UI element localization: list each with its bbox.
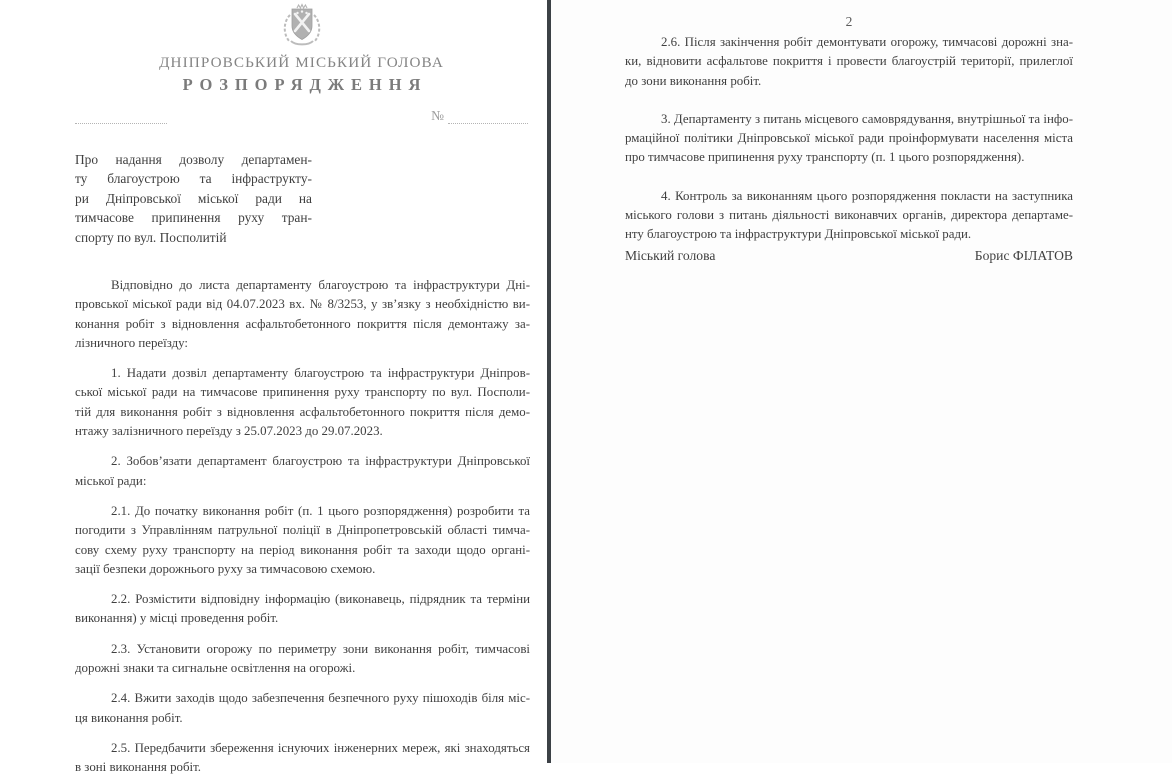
text-line: лізничного переїзду: xyxy=(75,335,189,350)
text-line: ської міської ради на тимчасове припинення руху транспорту по вул. Посполи- xyxy=(75,385,530,400)
text-line: ки, відновити асфальтове покриття і провести благоустрій території, прилеглої xyxy=(625,54,1073,69)
text-line: ри Дніпровської міської ради на xyxy=(75,190,312,206)
paragraph-2 xyxy=(75,452,530,491)
page-1-body xyxy=(75,276,530,778)
date-blank-line xyxy=(75,109,167,124)
text-line: тій для виконання робіт з відновлення асфальтобетонного покриття після демо- xyxy=(75,404,530,419)
paragraph-preamble xyxy=(75,276,530,353)
text-line: до зони виконання робіт. xyxy=(625,73,762,88)
text-line: спорту по вул. Посполитій xyxy=(75,229,227,245)
paragraph-2-5 xyxy=(75,739,530,778)
text-line: нтажу залізничного переїзду з 25.07.2023 до 29.07.2023. xyxy=(75,424,383,439)
text-line: нту благоустрою та інфраструктури Дніпровської міської ради. xyxy=(625,227,972,242)
text-line: в зоні виконання робіт. xyxy=(75,760,201,775)
paragraph-2-3 xyxy=(75,640,530,679)
paragraph-2-2 xyxy=(75,590,530,629)
number-field xyxy=(431,108,528,124)
text-line: 2.4. Вжити заходів щодо забезпечення безпечного руху пішоходів біля міс- xyxy=(111,691,530,706)
page-1 xyxy=(0,0,547,781)
text-line: ту благоустрою та інфраструкту- xyxy=(75,171,312,187)
paragraph-2-1 xyxy=(75,502,530,579)
text-line: ця виконання робіт. xyxy=(75,710,183,725)
text-line: Відповідно до листа департаменту благоустрою та інфраструктури Дні- xyxy=(111,278,530,292)
text-line: тимчасове припинення руху тран- xyxy=(75,210,312,226)
page-1-header xyxy=(75,0,528,95)
page-number: 2 xyxy=(845,14,853,29)
text-line: 2. Зобов’язати департамент благоустрою та інфраструктури Дніпровської xyxy=(111,454,530,469)
text-line: Про надання дозволу департамен- xyxy=(75,152,312,167)
page-2-body xyxy=(625,33,1073,245)
number-label: № xyxy=(431,108,444,123)
dnipro-coat-of-arms-icon xyxy=(273,2,331,48)
text-line: виконання) у місці проведення робіт. xyxy=(75,611,279,626)
text-line: рмаційної політики Дніпровської міської ради проінформувати населення міста xyxy=(625,131,1073,146)
text-line: міського голови з питань діяльності виконавчих органів, директора департаме- xyxy=(625,208,1073,223)
text-line: 2.2. Розмістити відповідну інформацію (виконавець, підрядник та терміни xyxy=(111,592,530,607)
text-line: конання робіт з відновлення асфальтобетонного покриття після демонтажу за- xyxy=(75,316,530,331)
signature-row xyxy=(625,248,1073,264)
text-line: 1. Надати дозвіл департаменту благоустрою та інфраструктури Дніпров- xyxy=(111,366,530,381)
paragraph-2-4 xyxy=(75,689,530,728)
subject-block xyxy=(75,150,312,247)
text-line: 4. Контроль за виконанням цього розпорядження покласти на заступника xyxy=(661,188,1073,203)
signature-position: Міський голова xyxy=(625,248,716,263)
paragraph-3 xyxy=(625,110,1073,168)
reference-row xyxy=(75,108,528,124)
document-type-title: РОЗПОРЯДЖЕННЯ xyxy=(182,75,428,94)
paragraph-4 xyxy=(625,187,1073,245)
text-line: 2.5. Передбачити збереження існуючих інженерних мереж, які знаходяться xyxy=(111,740,530,755)
text-line: погодити з Управлінням патрульної поліції в Дніпропетровській області тимча- xyxy=(75,523,530,538)
text-line: 2.1. До початку виконання робіт (п. 1 цього розпорядження) розробити та xyxy=(111,503,530,518)
text-line: провської міської ради від 04.07.2023 вх. № 8/3253, у зв’язку з необхідністю ви- xyxy=(75,297,530,312)
text-line: дорожні знаки та сигнальне освітлення на огорожі. xyxy=(75,661,356,676)
text-line: 3. Департаменту з питань місцевого самоврядування, внутрішньої та інфо- xyxy=(661,111,1073,126)
text-line: міської ради: xyxy=(75,473,147,488)
text-line: 2.6. Після закінчення робіт демонтувати огорожу, тимчасові дорожні зна- xyxy=(661,35,1073,49)
number-blank-line xyxy=(448,109,528,124)
text-line: сову схему руху транспорту на період виконання робіт та заходи щодо органі- xyxy=(75,542,530,557)
paragraph-2-6 xyxy=(625,33,1073,91)
text-line: 2.3. Установити огорожу по периметру зони виконання робіт, тимчасові xyxy=(111,641,530,656)
org-name: ДНІПРОВСЬКИЙ МІСЬКИЙ ГОЛОВА xyxy=(159,54,444,71)
signature-name: Борис ФІЛАТОВ xyxy=(974,248,1073,263)
text-line: зації безпеки дорожнього руху за тимчасовою схемою. xyxy=(75,561,376,576)
text-line: про тимчасове припинення руху транспорту (п. 1 цього розпорядження). xyxy=(625,150,1025,165)
paragraph-1 xyxy=(75,364,530,441)
